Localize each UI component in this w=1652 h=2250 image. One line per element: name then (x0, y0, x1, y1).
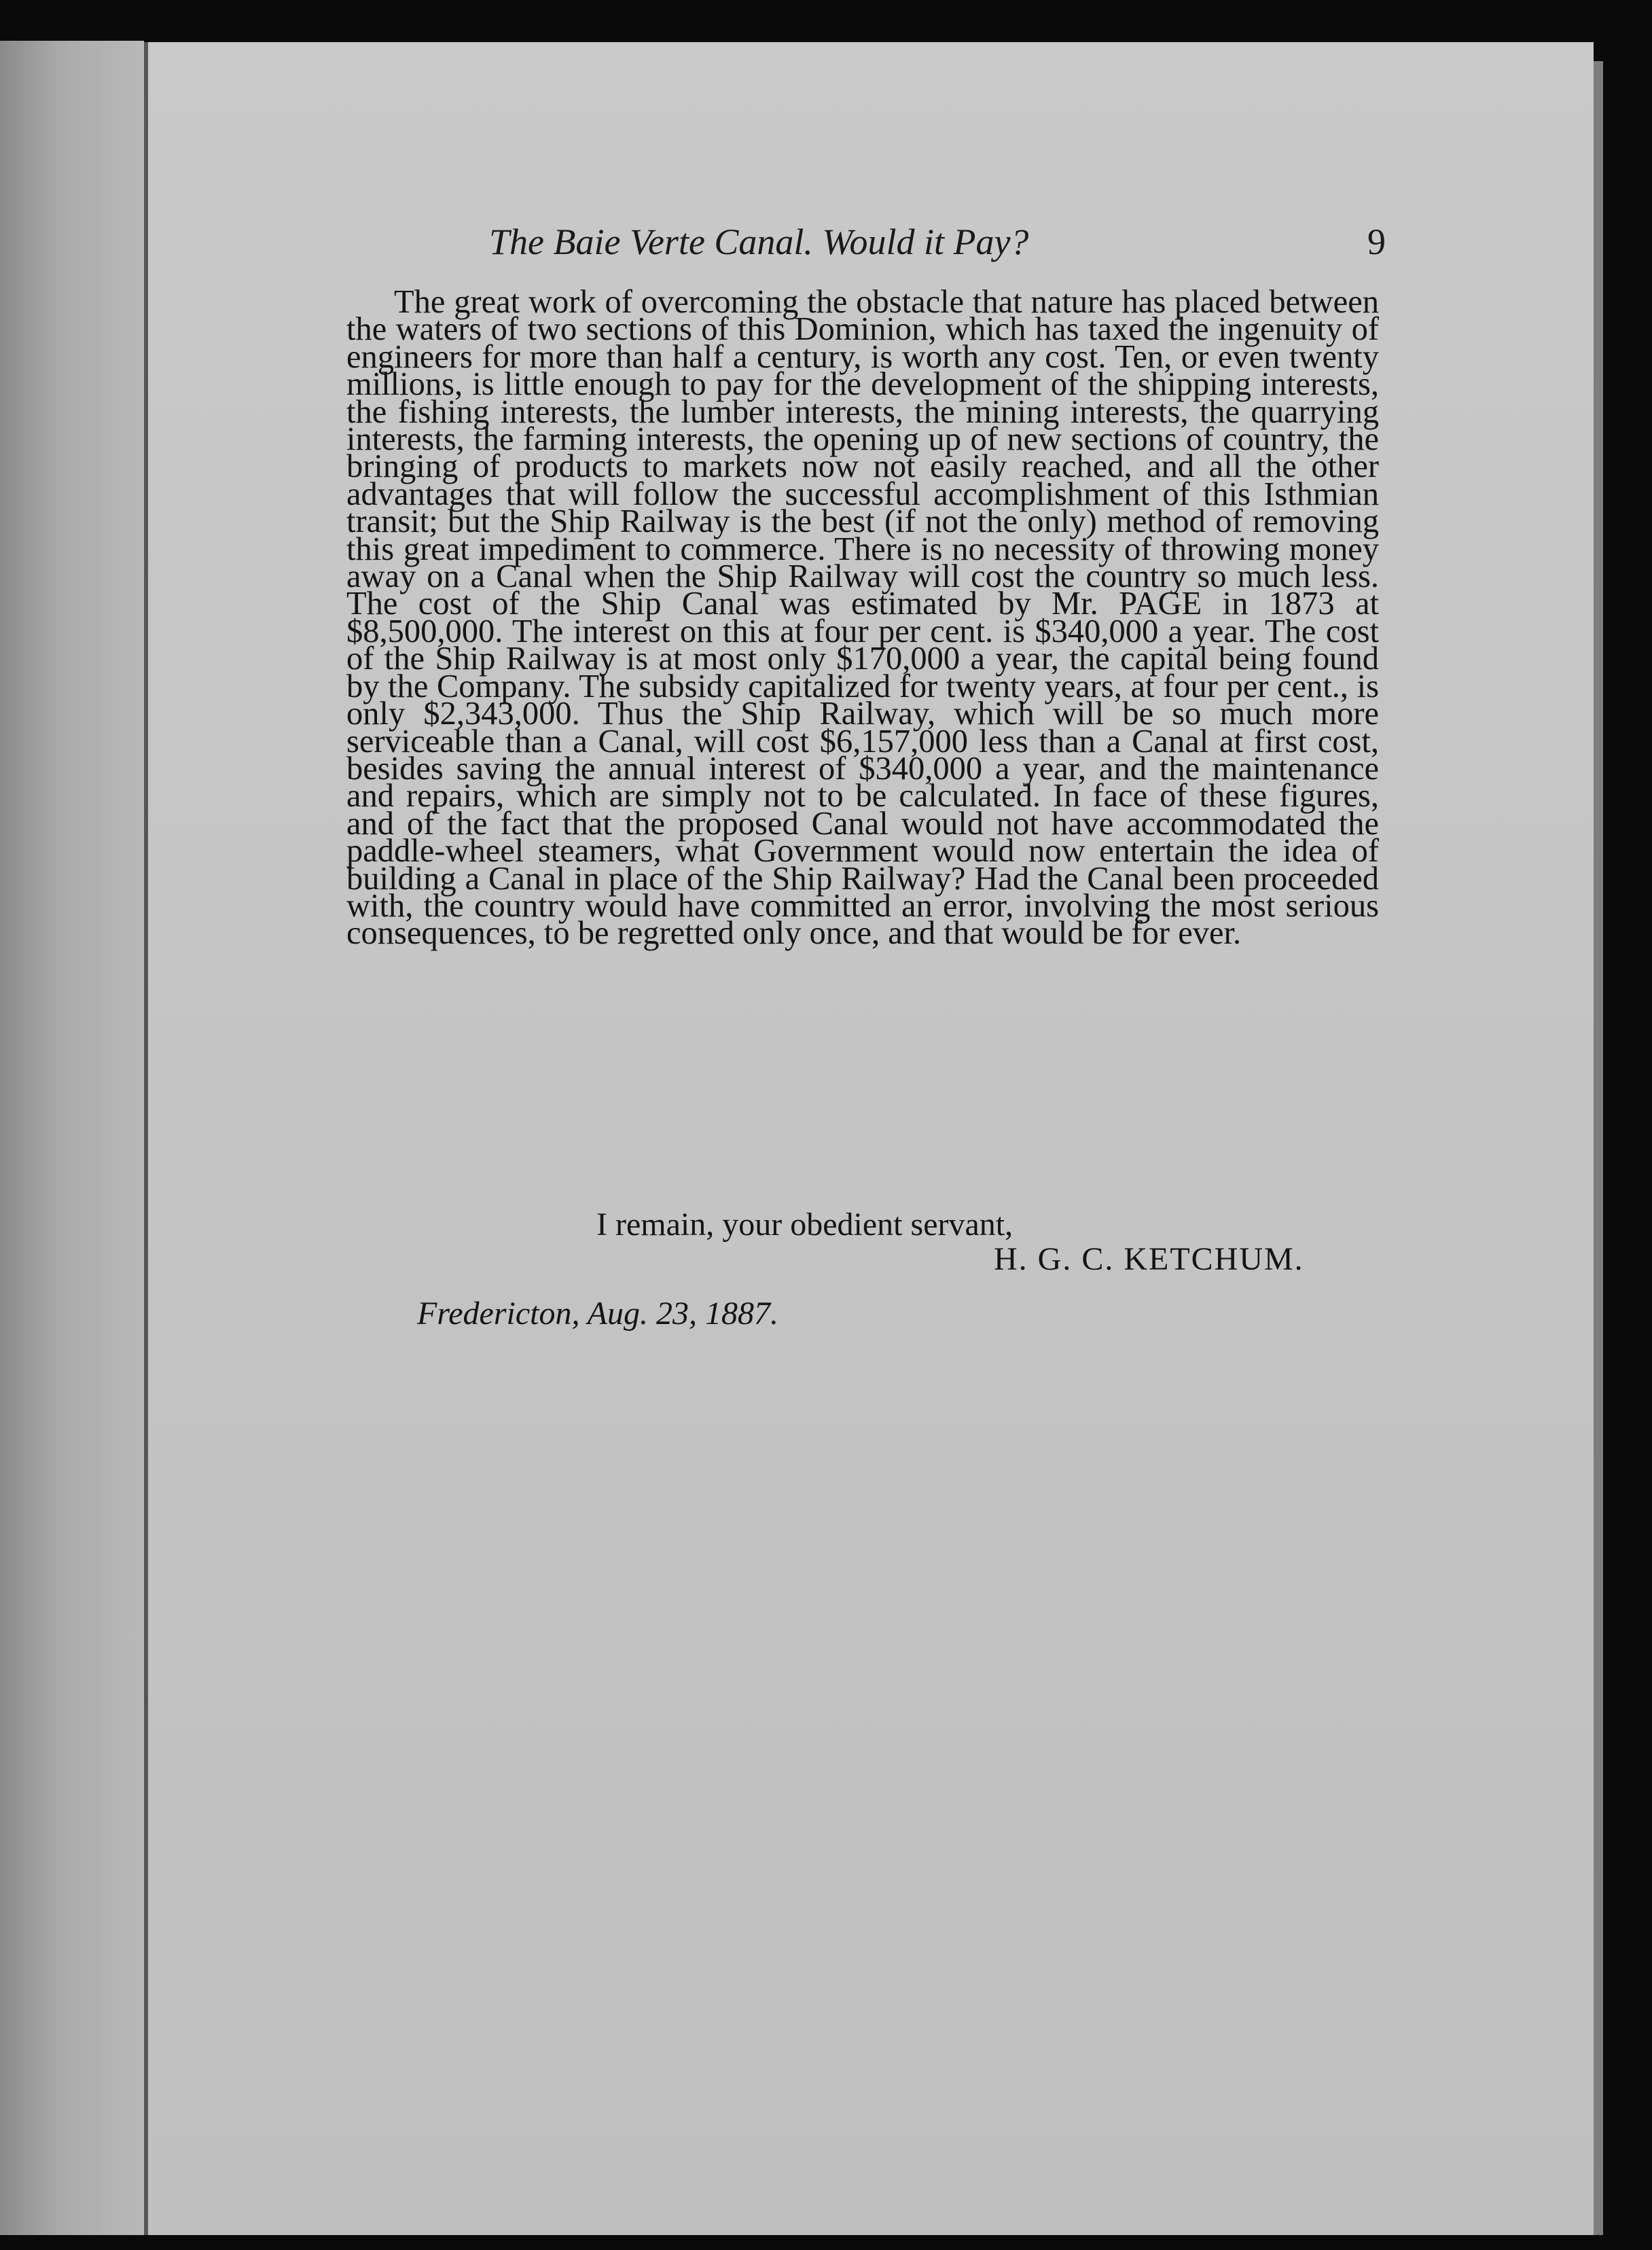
dateline: Fredericton, Aug. 23, 1887. (417, 1296, 778, 1332)
valediction: I remain, your obedient servant, (596, 1207, 1013, 1243)
signature: H. G. C. KETCHUM. (994, 1241, 1304, 1277)
running-head-title: The Baie Verte Canal. Would it Pay? (489, 221, 1029, 262)
page-number: 9 (1367, 221, 1386, 262)
body-paragraph: The great work of overcoming the obstacle that nature has placed between the waters of two sections of this Dominion, which has taxed the ingenuity of engineers for more than half a century, is worth any cost. Ten, or even twenty millions, is little enough to pay for the development of the shipping interests, the fishing interests, the lumber interests, the mining interests, the quarrying interests, the farming interests, the opening up of new sections of country, the bringing of products to markets now not easily reached, and all the other advantages that will follow the successful accomplishment of this Isthmian transit; but the Ship Railway is the best (if not the only) method of removing this great impediment to commerce. There is no necessity of throwing money away on a Canal when the Ship Railway will cost the country so much less. The cost of the Ship Canal was estimated by Mr. PAGE in 1873 at $8,500,000. The interest on this at four per cent. is $340,000 a year. The cost of the Ship Railway is at most only $170,000 a year, the capital being found by the Company. The subsidy capitalized for twenty years, at four per cent., is only $2,343,000. Thus the Ship Railway, which will be so much more serviceable than a Canal, will cost $6,157,000 less than a Canal at first cost, besides saving the annual interest of $340,000 a year, and the maintenance and repairs, which are simply not to be calculated. In face of these figures, and of the fact that the proposed Canal would not have accommodated the paddle-wheel steamers, what Government would now entertain the idea of building a Canal in place of the Ship Railway? Had the Canal been proceeded with, the country would have committed an error, involving the most serious consequences, to be regretted only once, and that would be for ever. (346, 284, 1379, 952)
facing-page-edge (0, 41, 144, 2235)
page-edge-shadow (1594, 61, 1603, 2235)
running-head (489, 221, 1386, 275)
